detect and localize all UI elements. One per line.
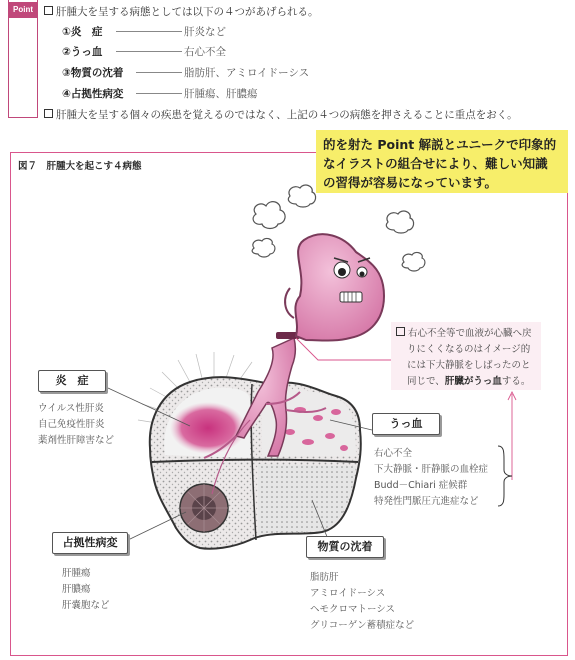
point-tab-label: Point — [9, 2, 37, 18]
list-item: グリコーゲン蓄積症など — [310, 620, 415, 631]
list-item: 肝膿瘍 — [62, 584, 91, 595]
label-space-occupying: 占拠性病変 — [52, 532, 128, 554]
point-line-2-text: 肝腫大を呈する個々の疾患を覚えるのではなく、上記の４つの病態を押さえることに重点をおく。 — [56, 109, 518, 121]
point-item-4-name: ④占拠性病変 — [62, 88, 124, 100]
point-item-2-desc: 右心不全 — [184, 46, 226, 58]
inflammation-list — [38, 401, 114, 449]
note-line-4 — [396, 374, 537, 390]
point-item-1-desc: 肝炎など — [184, 26, 226, 38]
heart-character — [295, 234, 384, 340]
list-item: ウイルス性肝炎 — [38, 403, 104, 414]
callout-line-1: 的を射た Point 解説とユニークで印象的 — [323, 137, 557, 152]
point-item-1-name: ①炎 症 — [62, 26, 103, 38]
congestion-note — [391, 322, 541, 390]
list-item: 自己免疫性肝炎 — [38, 419, 105, 430]
callout-line-3: の習得が容易になっています。 — [323, 175, 498, 190]
list-item: 特発性門脈圧亢進症など — [374, 496, 479, 507]
deposition-list — [310, 570, 414, 634]
note-line-4-bold: 肝臓がうっ血 — [444, 376, 502, 387]
note-line-2: りにくくなるのはイメージ的 — [407, 344, 531, 355]
list-item: アミロイドーシス — [310, 588, 386, 599]
list-item: Budd－Chiari 症候群 — [374, 480, 468, 491]
note-line-4-prefix: 同じで、 — [407, 376, 445, 387]
list-item: ヘモクロマトーシス — [310, 604, 396, 615]
note-line-1 — [396, 326, 537, 342]
space-occupying-list — [62, 566, 110, 614]
list-bracket — [498, 446, 512, 506]
callout-line-2: なイラストの組合せにより、難しい知識 — [323, 156, 548, 171]
list-item: 肝嚢胞など — [62, 600, 110, 611]
congestion-list — [374, 446, 488, 510]
point-item-2-name: ②うっ血 — [62, 46, 103, 58]
feature-callout — [316, 130, 568, 193]
point-item-3-desc: 脂肪肝、アミロイドーシス — [184, 67, 310, 79]
figure-title: 図７ 肝腫大を起こす４病態 — [18, 161, 142, 172]
label-deposition: 物質の沈着 — [306, 536, 384, 558]
inflammation-area — [170, 402, 246, 454]
label-congestion: うっ血 — [372, 413, 440, 435]
list-item: 下大静脈・肝静脈の血栓症 — [374, 464, 489, 475]
checkbox-bullet-icon — [396, 327, 405, 336]
list-item: 脂肪肝 — [310, 572, 339, 583]
list-item: 肝腫瘍 — [62, 568, 91, 579]
note-line-1-text: 右心不全等で血液が心臓へ戻 — [408, 328, 532, 339]
list-item: 右心不全 — [374, 448, 413, 459]
point-line-1-text: 肝腫大を呈する病態としては以下の４つがあげられる。 — [56, 6, 319, 18]
label-inflammation: 炎 症 — [38, 370, 106, 392]
note-line-3: には下大静脈をしばったのと — [407, 360, 531, 371]
list-item: 薬剤性肝障害など — [38, 435, 115, 446]
note-line-4-suffix: する。 — [501, 376, 531, 387]
point-item-3-name: ③物質の沈着 — [62, 67, 124, 79]
point-item-4-desc: 肝腫瘍、肝膿瘍 — [184, 88, 258, 100]
